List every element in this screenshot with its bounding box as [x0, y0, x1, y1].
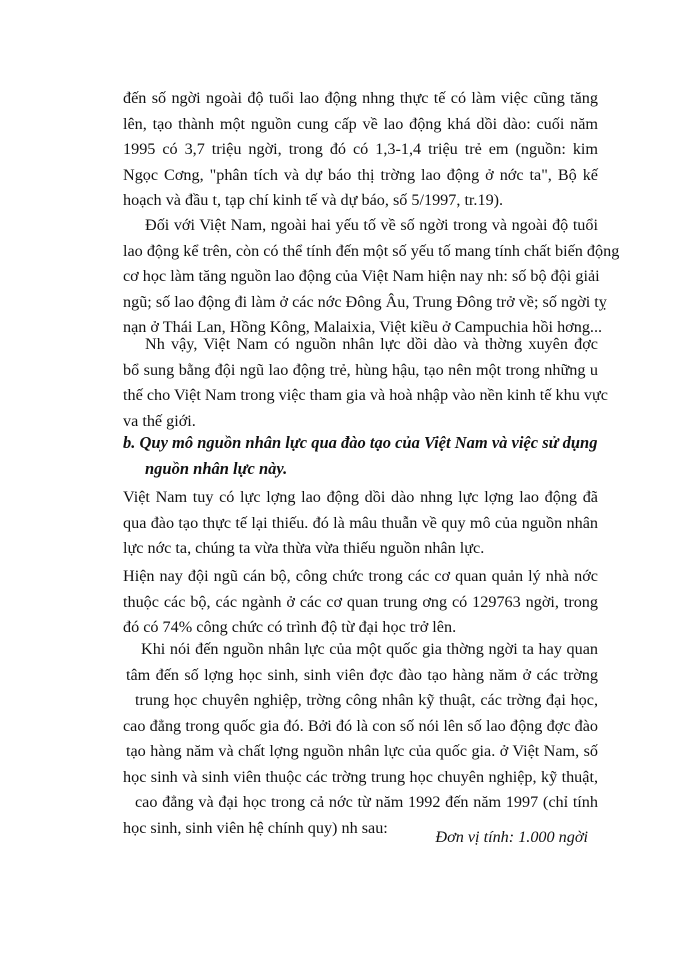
- text-line: tâm đến số lợng học sinh, sinh viên đợc đào tạo hàng năm ở các trờng: [126, 665, 598, 684]
- paragraph-conclusion: [123, 332, 608, 434]
- heading-line: nguồn nhân lực này.: [145, 459, 288, 478]
- unit-note: Đơn vị tính: 1.000 ngời: [435, 828, 588, 846]
- paragraph-students: [123, 637, 598, 841]
- text-line: học sinh và sinh viên thuộc các trờng trung học chuyên nghiệp, kỹ thuật,: [123, 767, 598, 786]
- text-line: cao đẳng trong quốc gia đó. Bởi đó là con số nói lên số lao động đợc đào: [123, 716, 598, 735]
- text-line: trung học chuyên nghiệp, trờng công nhân kỹ thuật, các trờng đại học,: [135, 691, 598, 709]
- text-line: qua đào tạo thực tế lại thiếu. đó là mâu thuẫn về quy mô của nguồn nhân: [123, 513, 598, 532]
- text-line: lực nớc ta, chúng ta vừa thừa vừa thiếu nguồn nhân lực.: [123, 539, 485, 557]
- paragraph-civil-servants: [123, 564, 598, 641]
- text-line: lên, tạo thành một nguồn cung cấp về lao động khá dồi dào: cuối năm: [123, 114, 598, 133]
- paragraph-trained-labor: [123, 485, 598, 562]
- paragraph-intro-continuation: [123, 86, 598, 214]
- text-line: ngũ; số lao động đi làm ở các nớc Đông Âu, Trung Đông trở về; số ngời tỵ: [123, 292, 607, 311]
- heading-line: b. Quy mô nguồn nhân lực qua đào tạo của Việt Nam và việc sử dụng: [123, 433, 598, 452]
- paragraph-vietnam-factors: [123, 213, 620, 341]
- text-line: tạo hàng năm và chất lợng nguồn nhân lực của quốc gia. ở Việt Nam, số: [126, 742, 598, 760]
- text-line: 1995 có 3,7 triệu ngời, trong đó có 1,3-1,4 triệu trẻ em (nguồn: kim: [123, 140, 598, 158]
- text-line: cao đẳng và đại học trong cả nớc từ năm 1992 đến năm 1997 (chỉ tính: [135, 793, 598, 811]
- text-line: bổ sung bằng đội ngũ lao động trẻ, hùng hậu, tạo nên một trong những u: [123, 360, 598, 379]
- text-line: đến số ngời ngoài độ tuổi lao động nhng thực tế có làm việc cũng tăng: [123, 89, 598, 107]
- text-line: Hiện nay đội ngũ cán bộ, công chức trong các cơ quan quản lý nhà nớc: [123, 567, 598, 585]
- text-line: thuộc các bộ, các ngành ở các cơ quan trung ơng có 129763 ngời, trong: [123, 592, 598, 611]
- text-line: cơ học làm tăng nguồn lao động của Việt Nam hiện nay nh: số bộ đội giải: [123, 267, 600, 285]
- text-line: Nh vậy, Việt Nam có nguồn nhân lực dồi dào và thờng xuyên đợc: [145, 335, 598, 353]
- section-heading: [123, 430, 603, 482]
- text-line: hoạch và đầu t, tạp chí kinh tế và dự báo, số 5/1997, tr.19).: [123, 191, 504, 209]
- text-line: nạn ở Thái Lan, Hồng Kông, Malaixia, Việt kiều ở Campuchia hồi hơng...: [123, 318, 603, 336]
- text-line: học sinh, sinh viên hệ chính quy) nh sau:: [123, 818, 388, 837]
- text-line: Đối với Việt Nam, ngoài hai yếu tố về số ngời trong và ngoài độ tuổi: [145, 216, 598, 234]
- text-line: va thế giới.: [123, 411, 196, 430]
- text-line: đó có 74% công chức có trình độ từ đại học trở lên.: [123, 618, 457, 636]
- text-line: Ngọc Cơng, "phân tích và dự báo thị trờng lao động ở nớc ta", Bộ kế: [123, 165, 598, 184]
- text-line: Việt Nam tuy có lực lợng lao động dồi dào nhng lực lợng lao động đã: [123, 488, 598, 506]
- text-line: thế cho Việt Nam trong việc tham gia và hoà nhập vào nền kinh tế khu vực: [123, 386, 608, 404]
- text-line: lao động kể trên, còn có thể tính đến một số yếu tố mang tính chất biến động: [123, 241, 620, 260]
- text-line: Khi nói đến nguồn nhân lực của một quốc gia thờng ngời ta hay quan: [141, 640, 598, 658]
